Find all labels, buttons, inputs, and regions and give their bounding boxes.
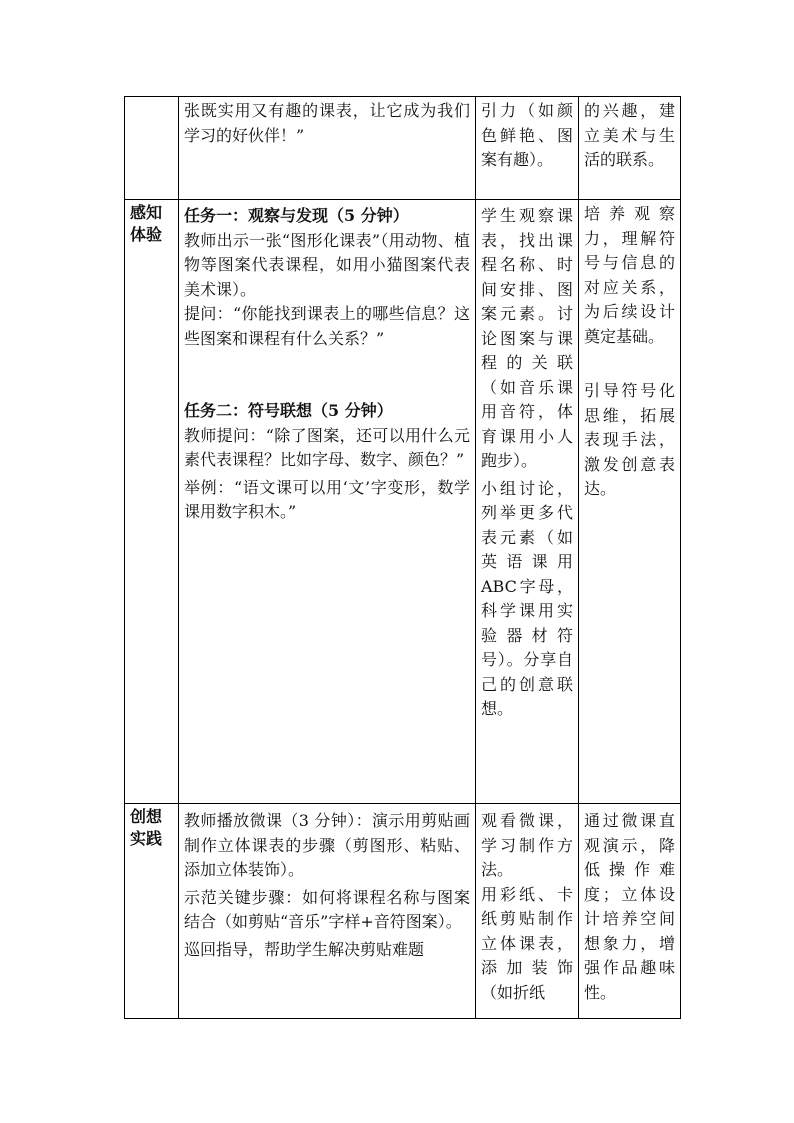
stage-cell [125, 97, 179, 200]
teacher-text: 张既实用又有趣的课表，让它成为我们学习的好伙伴！” [184, 101, 470, 145]
student-text: 小组讨论，列举更多代表元素（如英语课用 ABC字母，科学课用实验器材符号）。分享自己的创意联想。 [481, 478, 573, 718]
teacher-text: 提问：“你能找到课表上的哪些信息？这些图案和课程有什么关系？” [184, 304, 470, 348]
student-activity-cell [476, 804, 579, 1019]
teacher-text: 教师出示一张“图形化课表”（用动物、植物等图案代表课程，如用小猫图案代表美术课）。 [184, 230, 470, 299]
task-two-title: 任务二：符号联想（5 分钟） [184, 401, 393, 420]
stage-cell: 创想实践 [125, 804, 179, 1019]
stage-cell: 感知体验 [125, 200, 179, 804]
intent-text: 通过微课直观演示，降低操作难度；立体设计培养空间想象力，增强作品趣味性。 [584, 811, 675, 1002]
intent-text: 培养观察力，理解符号与信息的对应关系，为后续设计奠定基础。 [584, 204, 675, 346]
teacher-text: 巡回指导，帮助学生解决剪贴难题 [184, 939, 425, 959]
teacher-text: 教师提问：“除了图案，还可以用什么元素代表课程？比如字母、数字、颜色？” [184, 425, 470, 469]
student-text: 用彩纸、卡纸剪贴制作立体课表，添加装饰（如折纸 [481, 884, 573, 1002]
teacher-activity-cell [179, 804, 476, 1019]
design-intent-cell [579, 804, 681, 1019]
intent-text: 的兴趣，建立美术与生活的联系。 [584, 101, 675, 169]
student-activity-cell [476, 200, 579, 804]
design-intent-cell [579, 200, 681, 804]
table-row [125, 97, 681, 200]
student-text: 学生观察课表，找出课程名称、时间安排、图案元素。讨论图案与课程的关联（如音乐课用音符，体育课用小人跑步）。 [481, 206, 573, 470]
table-row [125, 804, 681, 1019]
teacher-activity-cell [179, 97, 476, 200]
intent-text: 引导符号化思维，拓展表现手法，激发创意表达。 [584, 381, 675, 498]
teacher-text: 教师播放微课（3 分钟）：演示用剪贴画制作立体课表的步骤（剪图形、粘贴、添加立体装饰）。 [184, 811, 470, 879]
design-intent-cell [579, 97, 681, 200]
student-text: 观看微课，学习制作方法。 [481, 811, 573, 879]
teacher-text: 举例：“语文课可以用‘文’字变形，数学课用数字积木。” [184, 477, 470, 521]
lesson-plan-table [124, 96, 681, 1019]
lesson-plan-page [124, 96, 680, 1019]
table-row [125, 200, 681, 804]
student-activity-cell [476, 97, 579, 200]
task-one-title: 任务一：观察与发现（5 分钟） [184, 206, 409, 225]
student-text: 引力（如颜色鲜艳、图案有趣）。 [481, 101, 573, 169]
teacher-activity-cell [179, 200, 476, 804]
teacher-text: 示范关键步骤：如何将课程名称与图案结合（如剪贴“音乐”字样+音符图案）。 [184, 887, 470, 931]
